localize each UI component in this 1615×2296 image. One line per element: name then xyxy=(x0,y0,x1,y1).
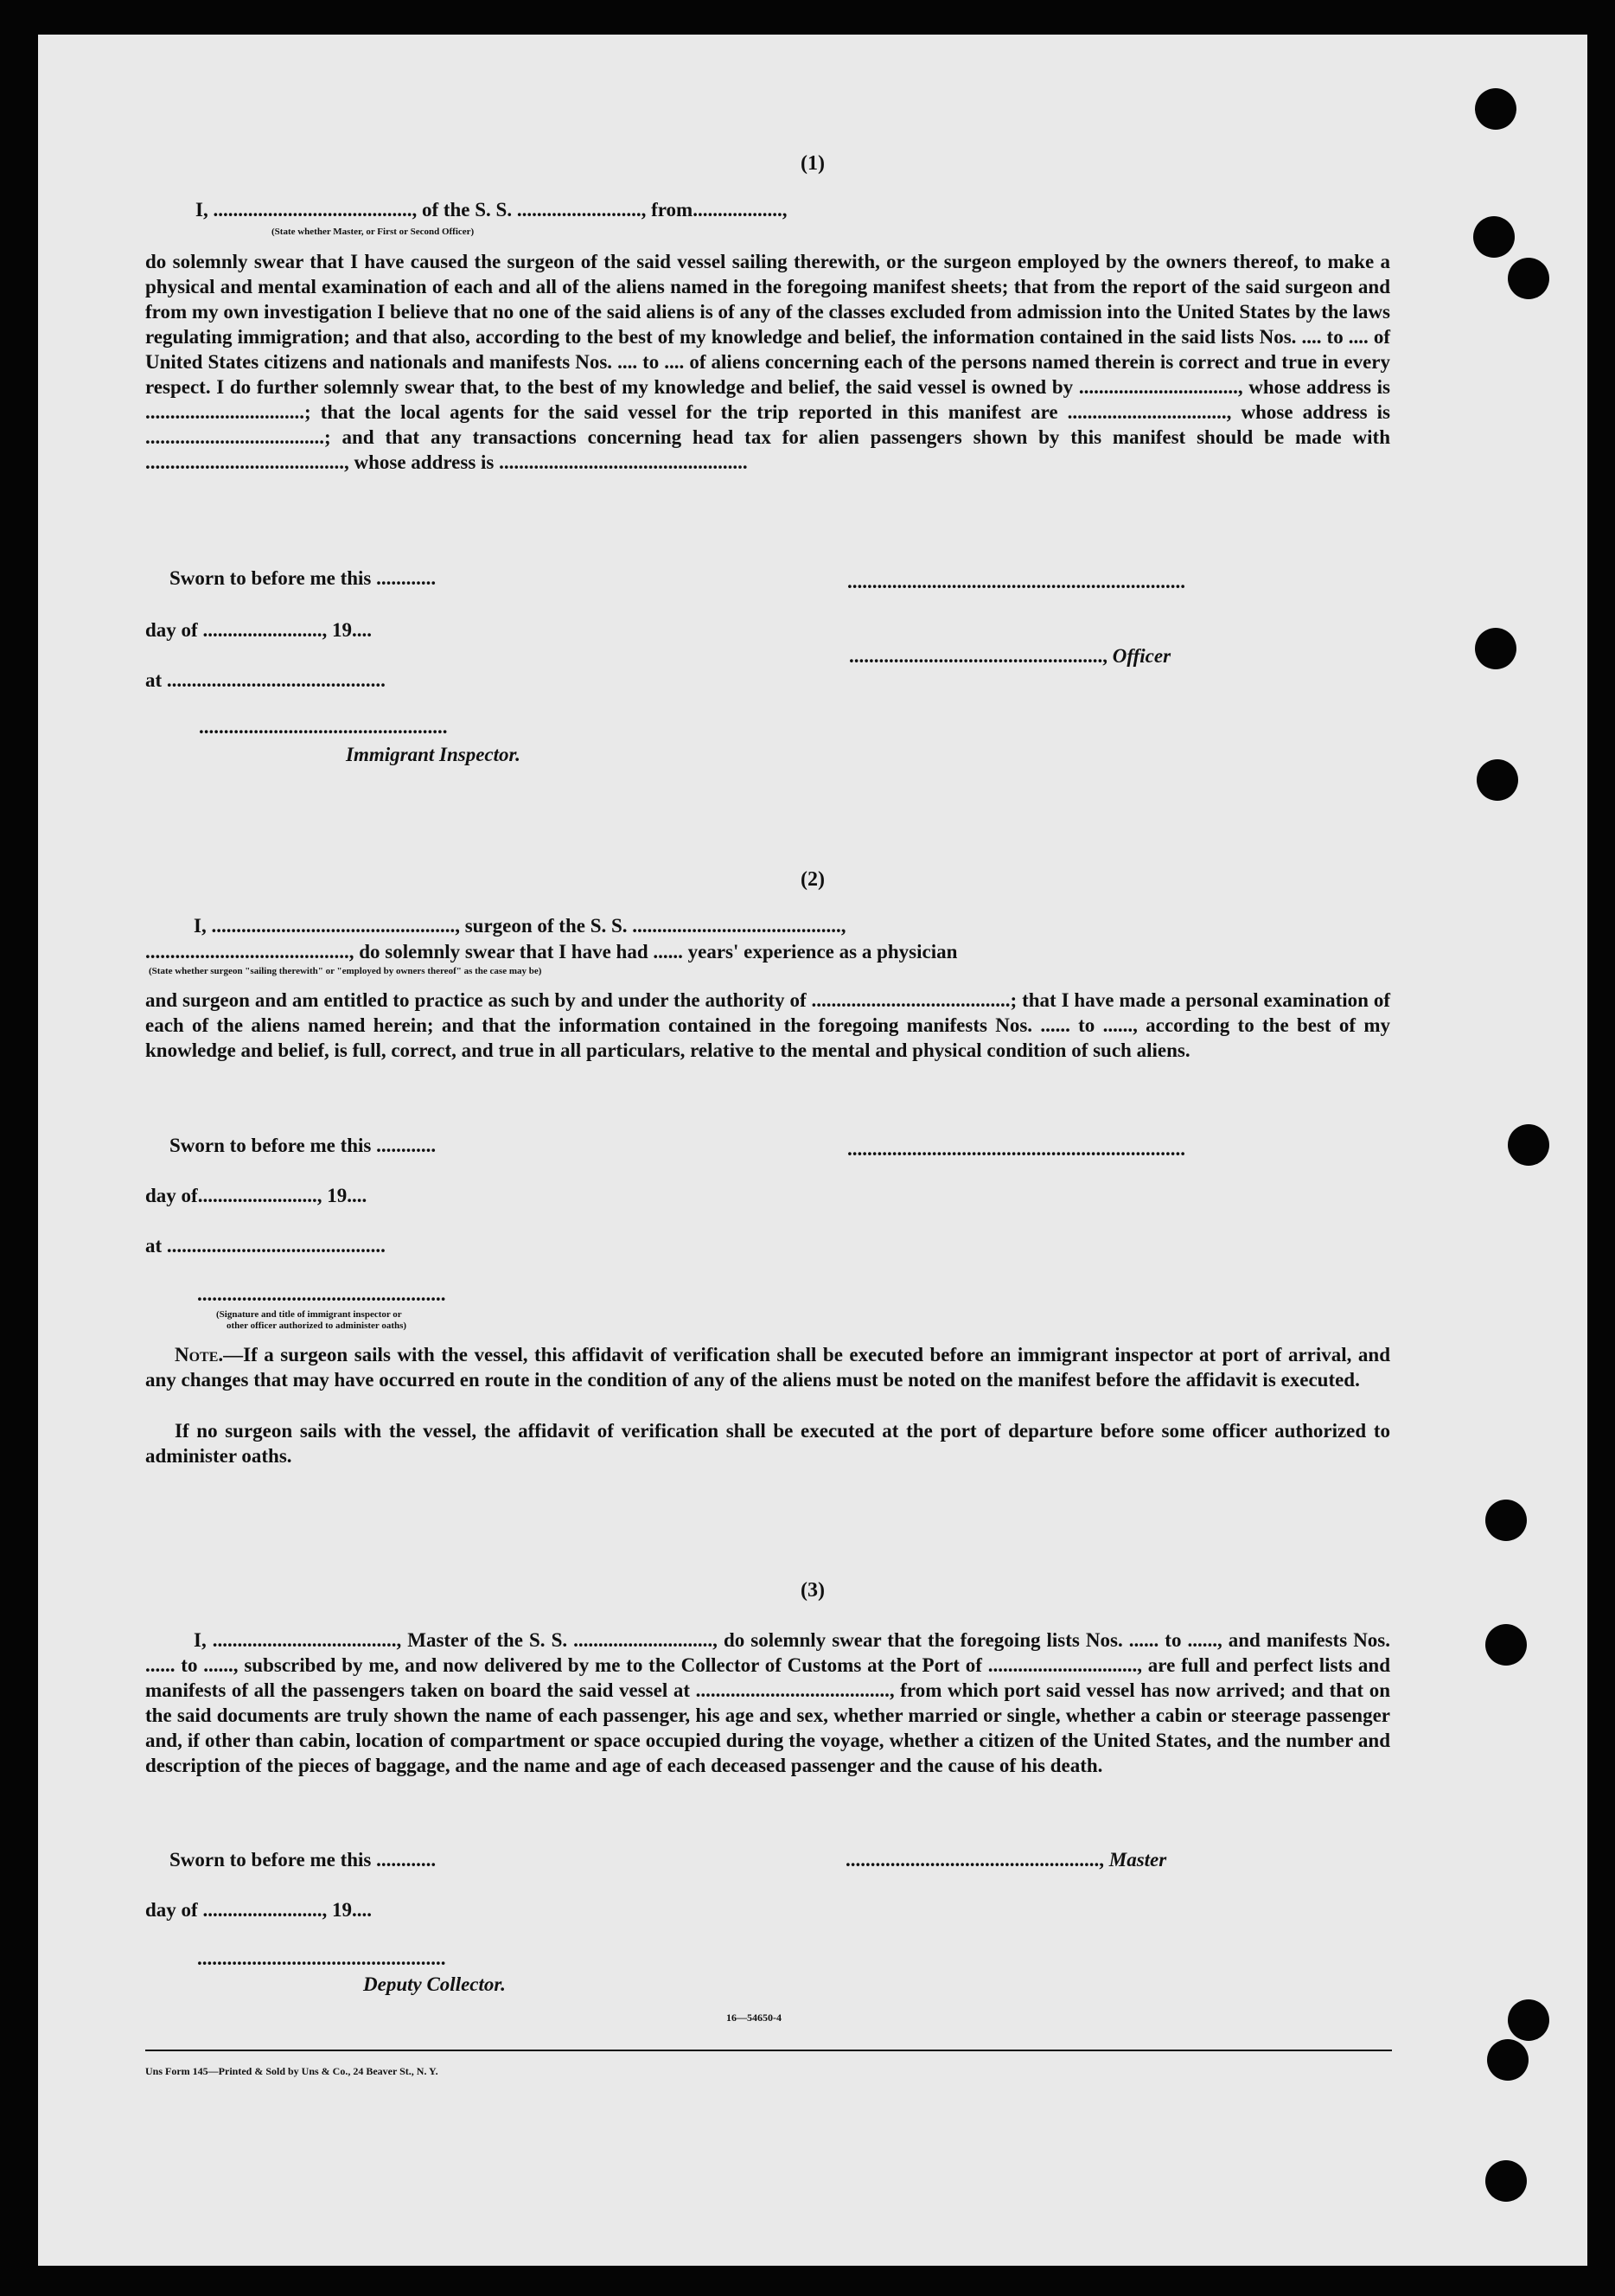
punch-hole xyxy=(1508,1999,1549,2041)
s1-oath-paragraph: do solemnly swear that I have caused the surgeon of the said vessel sailing therewith, or the surgeon employed by the owners thereof, to make a physical and mental examination of each and all of the aliens named in the foregoing manifest sheets; that from the report of the said surgeon and from my own investigation I believe that no one of the said aliens is of any of the classes excluded from admission into the United States by the laws regulating immigration; and that also, according to the best of my knowledge and belief, the information contained in the said lists Nos. .... to .... of United States citizens and nationals and manifests Nos. .... to .... of aliens concerning each of the persons named therein is correct and true in every respect. I do further solemnly swear that, to the best of my knowledge and belief, the said vessel is owned by ................................, whose address is ................................; that the local agents for the said vessel for the trip reported in this manifest are ................................, whose address is ....................................; and that any transactions concerning head tax for alien passengers shown by this manifest should be made with ........................................, whose address is .................................................. xyxy=(145,251,1390,473)
s1-officer-line xyxy=(849,645,1171,668)
s3-oath-paragraph: I, ....................................., Master of the S. S. ............................, do solemnly swear that the foregoing lists Nos. ...... to ......, and manifests Nos. ...... to ......, subscribed by me, and now delivered by me to the Collector of Customs at the Port of .............................., are full and perfect lists and manifests of all the passengers taken on board the said vessel at ......................................., from which port said vessel has now arrived; and that on the said documents are truly shown the name of each passenger, his age and sex, whether married or single, whether a cabin or steerage passenger and, if other than cabin, location of compartment or space occupied during the voyage, whether a citizen of the United States, and the number and description of the pieces of baggage, and the name and age of each deceased passenger and the cause of his death. xyxy=(145,1629,1390,1776)
s1-sworn-line: Sworn to before me this ............ xyxy=(169,567,437,589)
s2-signature-line: .................................................. xyxy=(197,1283,446,1305)
s3-master-line xyxy=(846,1849,1166,1871)
footer-imprint: Uns Form 145—Printed & Sold by Uns & Co., 24 Beaver St., N. Y. xyxy=(145,2065,438,2077)
s2-note-paragraph xyxy=(145,1342,1390,1392)
punch-hole xyxy=(1487,2039,1529,2081)
s2-at-line: at ............................................ xyxy=(145,1235,386,1257)
s3-sworn-line: Sworn to before me this ............ xyxy=(169,1849,437,1871)
s3-master-label: Master xyxy=(1108,1849,1167,1871)
footer-rule xyxy=(145,2050,1392,2051)
s2-note-text: —If a surgeon sails with the vessel, this affidavit of verification shall be executed before an immigrant inspector at port of arrival, and any changes that may have occurred en route in the condition of any of the aliens must be noted on the manifest before the affidavit is executed. xyxy=(145,1344,1390,1391)
section-3-heading: (3) xyxy=(801,1579,825,1602)
s2-first-line: I, ................................................., surgeon of the S. S. .........................................., xyxy=(194,915,846,937)
s2-oath-paragraph: and surgeon and am entitled to practice as such by and under the authority of ........................................; that I have made a personal examination of each of the aliens named herein; and that the information contained in the foregoing manifests Nos. ...... to ......, according to the best of my knowledge and belief, is full, correct, and true in all particulars, relative to the mental and physical condition of such aliens. xyxy=(145,989,1390,1061)
section-2-heading: (2) xyxy=(801,868,825,891)
s1-officer-label: Officer xyxy=(1112,645,1171,667)
s1-signature-dots: .................................................................... xyxy=(847,571,1185,592)
punch-hole xyxy=(1477,759,1518,801)
punch-hole xyxy=(1508,1124,1549,1166)
s2-note-paragraph-2: If no surgeon sails with the vessel, the affidavit of verification shall be executed at the port of departure before some officer authorized to administer oaths. xyxy=(145,1420,1390,1467)
punch-hole xyxy=(1485,1624,1527,1666)
s3-master-dots: ..................................................., xyxy=(846,1849,1109,1871)
s1-first-line: I, ........................................, of the S. S. ........................., from.................., xyxy=(195,199,788,221)
punch-hole xyxy=(1475,88,1516,130)
s1-first-line-note: (State whether Master, or First or Second Officer) xyxy=(271,227,475,237)
s2-signature-note-1: (Signature and title of immigrant inspector or xyxy=(216,1309,402,1320)
punch-hole xyxy=(1485,1500,1527,1541)
section-1-heading: (1) xyxy=(801,152,825,175)
s2-signature-dots: .................................................................... xyxy=(847,1138,1185,1160)
s2-day-line: day of........................, 19.... xyxy=(145,1185,367,1206)
s2-sworn-line: Sworn to before me this ............ xyxy=(169,1135,437,1156)
s2-second-line-note: (State whether surgeon "sailing therewith" or "employed by owners thereof" as the case may be) xyxy=(149,966,542,976)
s2-signature-note-2: other officer authorized to administer oaths) xyxy=(227,1321,407,1331)
document-page xyxy=(38,35,1587,2266)
s3-collector-label: Deputy Collector. xyxy=(363,1973,506,1995)
s1-at-line: at ............................................ xyxy=(145,669,386,691)
punch-hole xyxy=(1475,628,1516,669)
s3-day-line: day of ........................, 19.... xyxy=(145,1899,372,1921)
s2-second-line: ........................................., do solemnly swear that I have had ...... years' experience as a physician xyxy=(145,941,958,963)
s1-day-line: day of ........................, 19.... xyxy=(145,619,372,641)
punch-hole xyxy=(1473,216,1515,258)
punch-hole xyxy=(1508,258,1549,299)
s1-inspector-label: Immigrant Inspector. xyxy=(346,744,520,765)
s3-collector-dots: .................................................. xyxy=(197,1947,446,1969)
s2-note-label: Note. xyxy=(175,1344,224,1365)
s1-officer-dots: ..................................................., xyxy=(849,645,1113,667)
punch-hole xyxy=(1485,2160,1527,2202)
form-number: 16—54650-4 xyxy=(726,2011,782,2024)
s1-inspector-dots: .................................................. xyxy=(199,716,448,738)
